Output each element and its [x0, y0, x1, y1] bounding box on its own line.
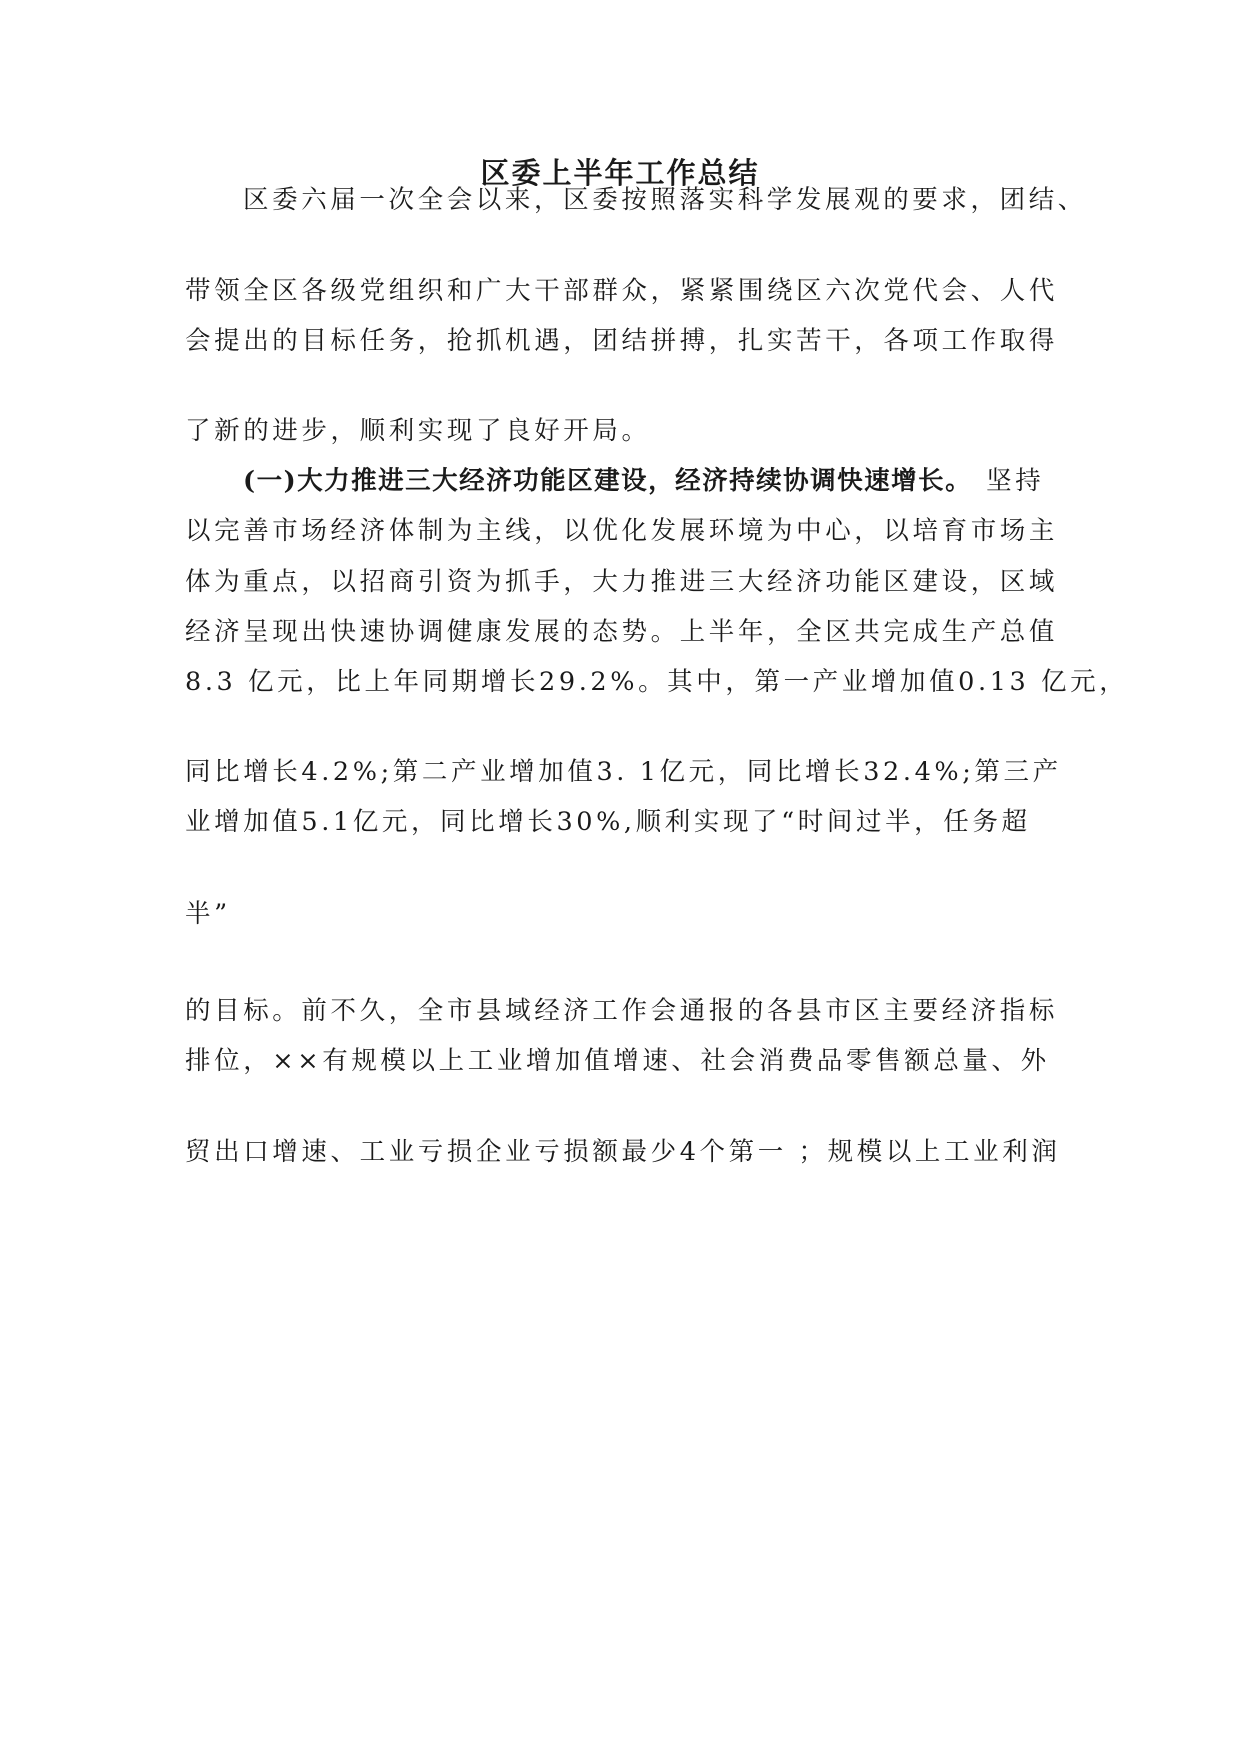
paragraph-line: 业增加值5.1亿元，同比增长30%,顺利实现了“时间过半，任务超	[185, 807, 1031, 837]
paragraph-line: 半”	[185, 899, 231, 929]
paragraph-line: 会提出的目标任务，抢抓机遇，团结拼搏，扎实苦干，各项工作取得	[185, 326, 1059, 356]
paragraph-line: 同比增长4.2%;第二产业增加值3. 1亿元，同比增长32.4%;第三产	[185, 757, 1062, 787]
paragraph-line: 体为重点，以招商引资为抓手，大力推进三大经济功能区建设，区域	[185, 567, 1059, 597]
paragraph-line: 贸出口增速、工业亏损企业亏损额最少4个第一 ；规模以上工业利润	[185, 1137, 1061, 1167]
paragraph-line: 区委六届一次全会以来，区委按照落实科学发展观的要求，团结、	[243, 185, 1087, 215]
paragraph-line: 以完善市场经济体制为主线，以优化发展环境为中心，以培育市场主	[185, 516, 1059, 546]
paragraph-line: 经济呈现出快速协调健康发展的态势。上半年，全区共完成生产总值	[185, 617, 1059, 647]
paragraph-line: 排位，××有规模以上工业增加值增速、社会消费品零售额总量、外	[185, 1046, 1050, 1076]
paragraph-text: 坚持	[986, 466, 1045, 496]
document-title: 区委上半年工作总结	[480, 156, 760, 190]
paragraph-line: 8.3 亿元，比上年同期增长29.2%。其中，第一产业增加值0.13 亿元，	[185, 667, 1129, 697]
paragraph-line: 了新的进步，顺利实现了良好开局。	[185, 416, 651, 446]
section-heading-line	[243, 463, 1044, 499]
section-heading: (一)大力推进三大经济功能区建设，经济持续协调快速增长。	[243, 466, 973, 496]
paragraph-line: 带领全区各级党组织和广大干部群众，紧紧围绕区六次党代会、人代	[185, 276, 1059, 306]
paragraph-line: 的目标。前不久，全市县域经济工作会通报的各县市区主要经济指标	[185, 996, 1059, 1026]
